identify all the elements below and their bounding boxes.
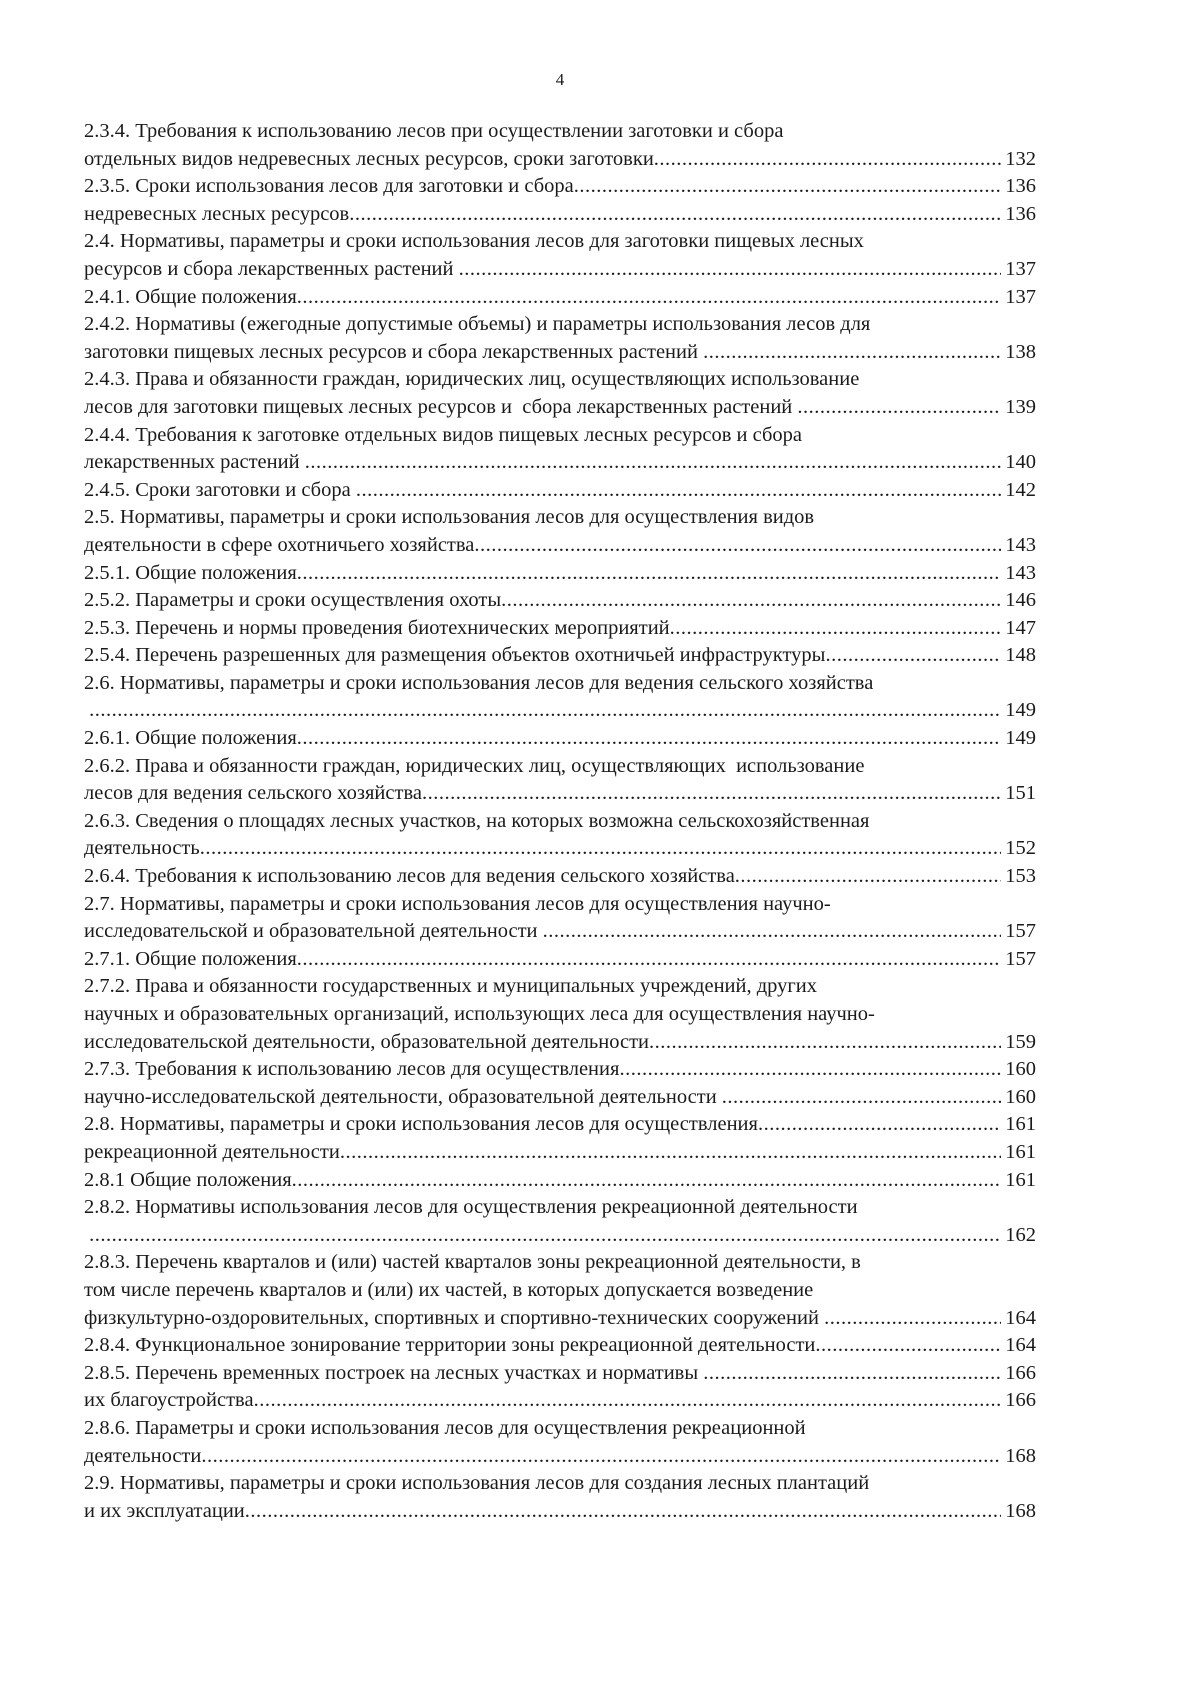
toc-entry [84, 946, 1036, 974]
toc-entry-page: 152 [1005, 837, 1036, 860]
toc-leader-dots [758, 1111, 1001, 1139]
toc-entry-text: 2.5.3. Перечень и нормы проведения биотехнических мероприятий [84, 616, 670, 639]
toc-entry-text: лесов для ведения сельского хозяйства [84, 782, 422, 805]
toc-entry [84, 1167, 1036, 1195]
toc-entry-text: том числе перечень кварталов и (или) их частей, в которых допускается возведение [84, 1278, 814, 1301]
toc-entry-page: 136 [1005, 202, 1036, 225]
toc-entry-text: 2.6.4. Требования к использованию лесов для ведения сельского хозяйства [84, 865, 735, 888]
toc-entry [84, 201, 1036, 229]
toc-entry [84, 835, 1036, 863]
toc-entry-page: 164 [1005, 1334, 1036, 1357]
toc-entry-page: 132 [1005, 147, 1036, 170]
toc-entry [84, 228, 1036, 256]
toc-entry-text: 2.6.2. Права и обязанности граждан, юридических лиц, осуществляющих использование [84, 754, 865, 777]
toc-entry-text: отдельных видов недревесных лесных ресурсов, сроки заготовки [84, 147, 654, 170]
toc-entry [84, 1111, 1036, 1139]
toc-entry [84, 339, 1036, 367]
toc-entry-page: 147 [1005, 616, 1036, 639]
toc-leader-dots [797, 394, 1001, 422]
toc-entry-page: 161 [1005, 1140, 1036, 1163]
toc-entry [84, 1415, 1036, 1443]
toc-leader-dots [703, 1360, 1001, 1388]
toc-leader-dots [815, 1332, 1001, 1360]
toc-entry-page: 166 [1005, 1361, 1036, 1384]
toc-entry [84, 1498, 1036, 1526]
toc-leader-dots [703, 339, 1001, 367]
toc-entry-page: 168 [1005, 1499, 1036, 1522]
toc-entry-page: 143 [1005, 533, 1036, 556]
toc-entry-text: научно-исследовательской деятельности, образовательной деятельности [84, 1085, 722, 1108]
toc-entry [84, 284, 1036, 312]
toc-entry-page: 160 [1005, 1085, 1036, 1108]
toc-entry-page: 136 [1005, 175, 1036, 198]
toc-leader-dots [722, 1084, 1001, 1112]
toc-entry-text: 2.7.2. Права и обязанности государственных и муниципальных учреждений, других [84, 975, 818, 998]
toc-entry-text: 2.4.4. Требования к заготовке отдельных видов пищевых лесных ресурсов и сбора [84, 423, 803, 446]
toc-entry-text: лекарственных растений [84, 451, 305, 474]
toc-entry [84, 311, 1036, 339]
toc-entry-page: 140 [1005, 451, 1036, 474]
toc-entry [84, 1001, 1036, 1029]
toc-entry-text: 2.4. Нормативы, параметры и сроки использования лесов для заготовки пищевых лесных [84, 230, 864, 253]
toc-entry-text: недревесных лесных ресурсов [84, 202, 350, 225]
table-of-contents [84, 118, 1036, 1525]
toc-entry-text: 2.6.3. Сведения о площадях лесных участков, на которых возможна сельскохозяйственная [84, 809, 870, 832]
toc-entry [84, 422, 1036, 450]
toc-entry [84, 366, 1036, 394]
toc-entry-text: физкультурно-оздоровительных, спортивных и спортивно-технических сооружений [84, 1306, 825, 1329]
toc-entry [84, 642, 1036, 670]
toc-leader-dots [543, 918, 1002, 946]
toc-entry-text: 2.8.6. Параметры и сроки использования лесов для осуществления рекреационной [84, 1416, 806, 1439]
toc-entry [84, 1084, 1036, 1112]
toc-entry-page: 146 [1005, 589, 1036, 612]
toc-entry-page: 142 [1005, 478, 1036, 501]
toc-entry-text: деятельности [84, 1444, 202, 1467]
toc-entry-text: 2.7. Нормативы, параметры и сроки использования лесов для осуществления научно- [84, 892, 831, 915]
toc-leader-dots [574, 173, 1002, 201]
toc-entry [84, 449, 1036, 477]
toc-entry-text: научных и образовательных организаций, использующих леса для осуществления научно- [84, 1003, 875, 1025]
toc-entry [84, 1139, 1036, 1167]
toc-entry-text: 2.5.1. Общие положения [84, 561, 297, 584]
toc-entry-page: 162 [1005, 1223, 1036, 1246]
toc-entry-text: деятельности в сфере охотничьего хозяйства [84, 533, 475, 556]
toc-entry-text: заготовки пищевых лесных ресурсов и сбора лекарственных растений [84, 340, 704, 363]
toc-leader-dots [825, 642, 1001, 670]
toc-entry-text: 2.8.2. Нормативы использования лесов для осуществления рекреационной деятельности [84, 1196, 858, 1219]
toc-entry [84, 1249, 1036, 1277]
toc-entry-page: 166 [1005, 1389, 1036, 1412]
toc-leader-dots [305, 449, 1002, 477]
toc-entry-text: 2.5. Нормативы, параметры и сроки использования лесов для осуществления видов [84, 506, 815, 529]
toc-leader-dots [297, 725, 1002, 753]
toc-entry-text: 2.3.5. Сроки использования лесов для заготовки и сбора [84, 175, 574, 198]
toc-leader-dots [349, 201, 1001, 229]
toc-entry-text: 2.4.5. Сроки заготовки и сбора [84, 478, 356, 501]
toc-leader-dots [422, 780, 1001, 808]
toc-leader-dots [501, 587, 1001, 615]
toc-entry [84, 146, 1036, 174]
toc-entry-page: 157 [1005, 920, 1036, 943]
toc-entry-text: 2.6.1. Общие положения [84, 727, 297, 750]
toc-entry [84, 118, 1036, 146]
toc-entry-text: 2.8.5. Перечень временных построек на лесных участках и нормативы [84, 1361, 704, 1384]
toc-entry [84, 808, 1036, 836]
toc-entry-text: 2.8.1 Общие положения [84, 1168, 292, 1191]
toc-entry-text: исследовательской деятельности, образовательной деятельности [84, 1030, 650, 1053]
toc-entry [84, 477, 1036, 505]
toc-entry [84, 725, 1036, 753]
toc-leader-dots [670, 615, 1002, 643]
toc-entry [84, 1360, 1036, 1388]
toc-entry [84, 615, 1036, 643]
toc-leader-dots [619, 1056, 1001, 1084]
toc-entry-text: 2.6. Нормативы, параметры и сроки использования лесов для ведения сельского хозяйства [84, 671, 874, 694]
toc-entry-text: 2.8.3. Перечень кварталов и (или) частей кварталов зоны рекреационной деятельности, в [84, 1251, 861, 1274]
toc-entry [84, 780, 1036, 808]
toc-entry-text: 2.5.2. Параметры и сроки осуществления охоты [84, 589, 502, 612]
toc-entry-page: 160 [1005, 1058, 1036, 1081]
toc-entry [84, 1470, 1036, 1498]
toc-entry [84, 256, 1036, 284]
toc-entry-text: и их эксплуатации [84, 1499, 245, 1522]
page-number: 4 [555, 70, 565, 89]
toc-entry [84, 1332, 1036, 1360]
toc-entry-text: лесов для заготовки пищевых лесных ресурсов и сбора лекарственных растений [84, 395, 798, 418]
toc-entry-text: 2.3.4. Требования к использованию лесов при осуществлении заготовки и сбора [84, 120, 784, 142]
toc-leader-dots [824, 1305, 1001, 1333]
toc-entry-text: 2.5.4. Перечень разрешенных для размещения объектов охотничьей инфраструктуры [84, 644, 826, 667]
toc-entry [84, 504, 1036, 532]
toc-leader-dots [89, 697, 1001, 725]
toc-leader-dots [254, 1387, 1002, 1415]
toc-leader-dots [292, 1167, 1002, 1195]
toc-entry-page: 153 [1005, 865, 1036, 888]
toc-entry [84, 670, 1036, 698]
toc-leader-dots [459, 256, 1002, 284]
toc-entry-page: 138 [1005, 340, 1036, 363]
toc-entry-text: 2.4.1. Общие положения [84, 285, 297, 308]
toc-entry-page: 168 [1005, 1444, 1036, 1467]
toc-entry-text: 2.9. Нормативы, параметры и сроки использования лесов для создания лесных плантаций [84, 1472, 870, 1495]
toc-entry-page: 157 [1005, 947, 1036, 970]
toc-entry-page: 159 [1005, 1030, 1036, 1053]
toc-entry [84, 173, 1036, 201]
toc-entry [84, 532, 1036, 560]
toc-entry [84, 863, 1036, 891]
toc-entry [84, 1305, 1036, 1333]
toc-entry-page: 161 [1005, 1113, 1036, 1136]
toc-leader-dots [654, 146, 1001, 174]
toc-entry-page: 148 [1005, 644, 1036, 667]
toc-leader-dots [201, 1443, 1001, 1471]
toc-entry-text: 2.4.2. Нормативы (ежегодные допустимые объемы) и параметры использования лесов для [84, 313, 871, 336]
toc-leader-dots [297, 946, 1002, 974]
toc-entry [84, 753, 1036, 781]
toc-leader-dots [200, 835, 1002, 863]
toc-entry [84, 1443, 1036, 1471]
toc-entry [84, 1029, 1036, 1057]
toc-entry [84, 918, 1036, 946]
toc-entry-text: 2.8. Нормативы, параметры и сроки использования лесов для осуществления [84, 1113, 758, 1136]
toc-entry-page: 149 [1005, 699, 1036, 722]
toc-entry-text: 2.8.4. Функциональное зонирование территории зоны рекреационной деятельности [84, 1334, 816, 1357]
toc-entry-page: 139 [1005, 395, 1036, 418]
toc-entry [84, 891, 1036, 919]
toc-entry-text: 2.7.1. Общие положения [84, 947, 297, 970]
toc-entry [84, 1056, 1036, 1084]
toc-leader-dots [474, 532, 1001, 560]
toc-entry-text: их благоустройства [84, 1389, 254, 1412]
toc-leader-dots [297, 284, 1002, 312]
toc-entry [84, 1387, 1036, 1415]
toc-entry-text: ресурсов и сбора лекарственных растений [84, 257, 459, 280]
toc-entry-text: 2.4.3. Права и обязанности граждан, юридических лиц, осуществляющих использование [84, 368, 860, 391]
toc-leader-dots [340, 1139, 1001, 1167]
toc-entry-page: 137 [1005, 285, 1036, 308]
toc-leader-dots [89, 1222, 1001, 1250]
toc-entry [84, 1222, 1036, 1250]
toc-entry-page: 164 [1005, 1306, 1036, 1329]
toc-entry-page: 161 [1005, 1168, 1036, 1191]
toc-entry-text: 2.7.3. Требования к использованию лесов для осуществления [84, 1058, 620, 1081]
toc-entry [84, 973, 1036, 1001]
toc-entry [84, 394, 1036, 422]
toc-entry-page: 151 [1005, 782, 1036, 805]
toc-entry-page: 149 [1005, 727, 1036, 750]
toc-entry [84, 560, 1036, 588]
toc-entry-text: исследовательской и образовательной деятельности [84, 920, 543, 943]
toc-entry [84, 1194, 1036, 1222]
toc-entry [84, 1277, 1036, 1305]
toc-leader-dots [245, 1498, 1001, 1526]
toc-leader-dots [649, 1029, 1001, 1057]
toc-entry [84, 587, 1036, 615]
toc-entry [84, 697, 1036, 725]
toc-leader-dots [356, 477, 1001, 505]
toc-entry-text: деятельность [84, 837, 200, 860]
toc-entry-text: рекреационной деятельности [84, 1140, 340, 1163]
toc-entry-page: 137 [1005, 257, 1036, 280]
toc-leader-dots [735, 863, 1001, 891]
toc-leader-dots [297, 560, 1002, 588]
toc-entry-page: 143 [1005, 561, 1036, 584]
